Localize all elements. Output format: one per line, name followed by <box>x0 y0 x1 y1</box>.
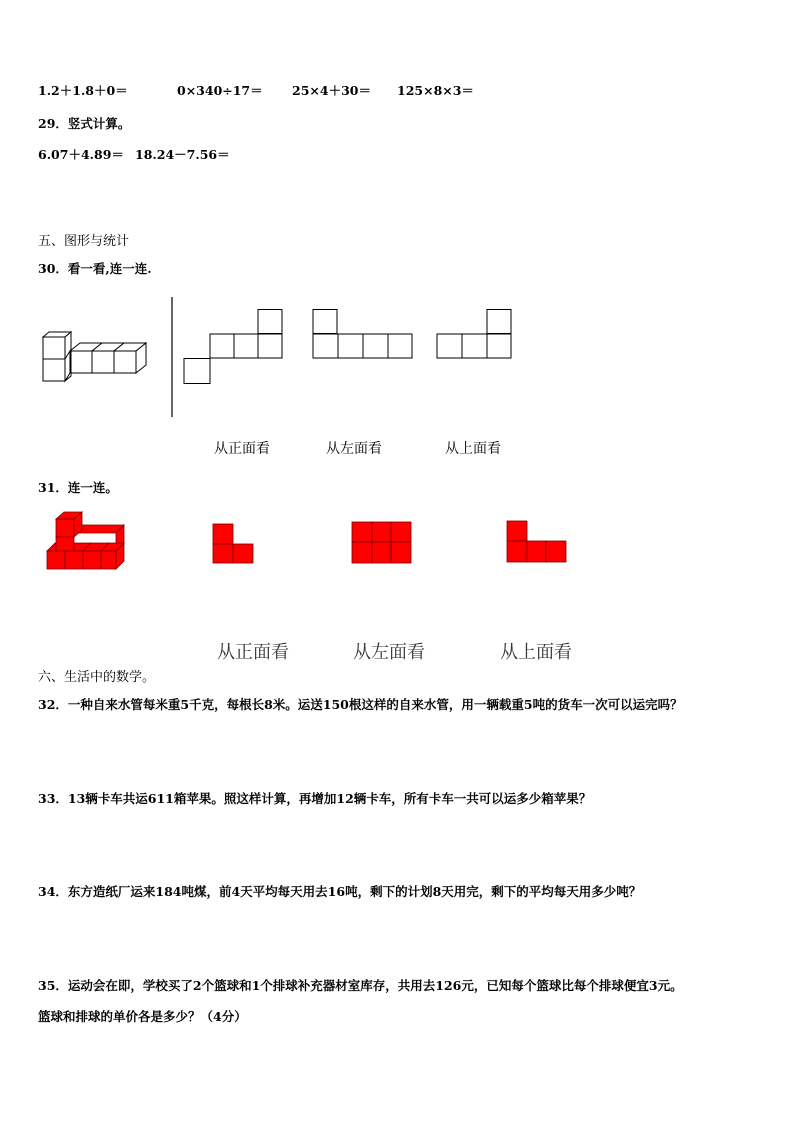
expression-1: 1.2＋1.8＋0＝ <box>38 83 128 98</box>
q31-red-solid-figure <box>46 511 128 571</box>
question-31-title: 31．连一连。 <box>38 480 118 495</box>
q31-view-option-3 <box>506 520 568 564</box>
q30-view-option-3 <box>436 309 514 361</box>
expression-3: 25×4＋30＝ <box>292 83 371 98</box>
question-29-title: 29．竖式计算。 <box>38 116 131 131</box>
q31-label-front: 从正面看 <box>217 642 289 663</box>
question-34: 34．东方造纸厂运来184吨煤，前4天平均每天用去16吨，剩下的计划8天用完，剩下的平均每天用多少吨？ <box>38 884 642 899</box>
q29-expression-1: 6.07＋4.89＝ <box>38 147 124 162</box>
section-5-title: 五、图形与统计 <box>38 234 130 249</box>
question-33: 33．13辆卡车共运611箱苹果。照这样计算，再增加12辆卡车，所有卡车一共可以运多少箱苹果？ <box>38 791 592 806</box>
q30-label-top: 从上面看 <box>445 441 501 457</box>
q30-label-front: 从正面看 <box>214 441 270 457</box>
q29-expression-2: 18.24－7.56＝ <box>135 147 230 162</box>
question-35-line-1: 35．运动会在即，学校买了2个篮球和1个排球补充器材室库存，共用去126元，已知每个篮球比每个排球便宜3元。 <box>38 978 683 993</box>
section-6-title: 六、生活中的数学。 <box>38 670 156 685</box>
question-35-line-2: 篮球和排球的单价各是多少？（4分） <box>38 1009 247 1024</box>
expression-4: 125×8×3＝ <box>397 83 474 98</box>
q30-view-option-2 <box>312 309 414 361</box>
q31-label-top: 从上面看 <box>500 642 572 663</box>
q30-solid-figure <box>40 330 155 386</box>
expression-2: 0×340÷17＝ <box>177 83 263 98</box>
question-30-title: 30．看一看,连一连. <box>38 261 152 276</box>
q31-view-option-2 <box>351 521 413 565</box>
question-32: 32．一种自来水管每米重5千克，每根长8米。运送150根这样的自来水管，用一辆载重5吨的货车一次可以运完吗？ <box>38 697 683 712</box>
q30-divider-line <box>170 297 174 417</box>
q31-label-left: 从左面看 <box>353 642 425 663</box>
q30-label-left: 从左面看 <box>326 441 382 457</box>
q30-view-option-1 <box>183 309 284 385</box>
q31-view-option-1 <box>212 523 256 565</box>
